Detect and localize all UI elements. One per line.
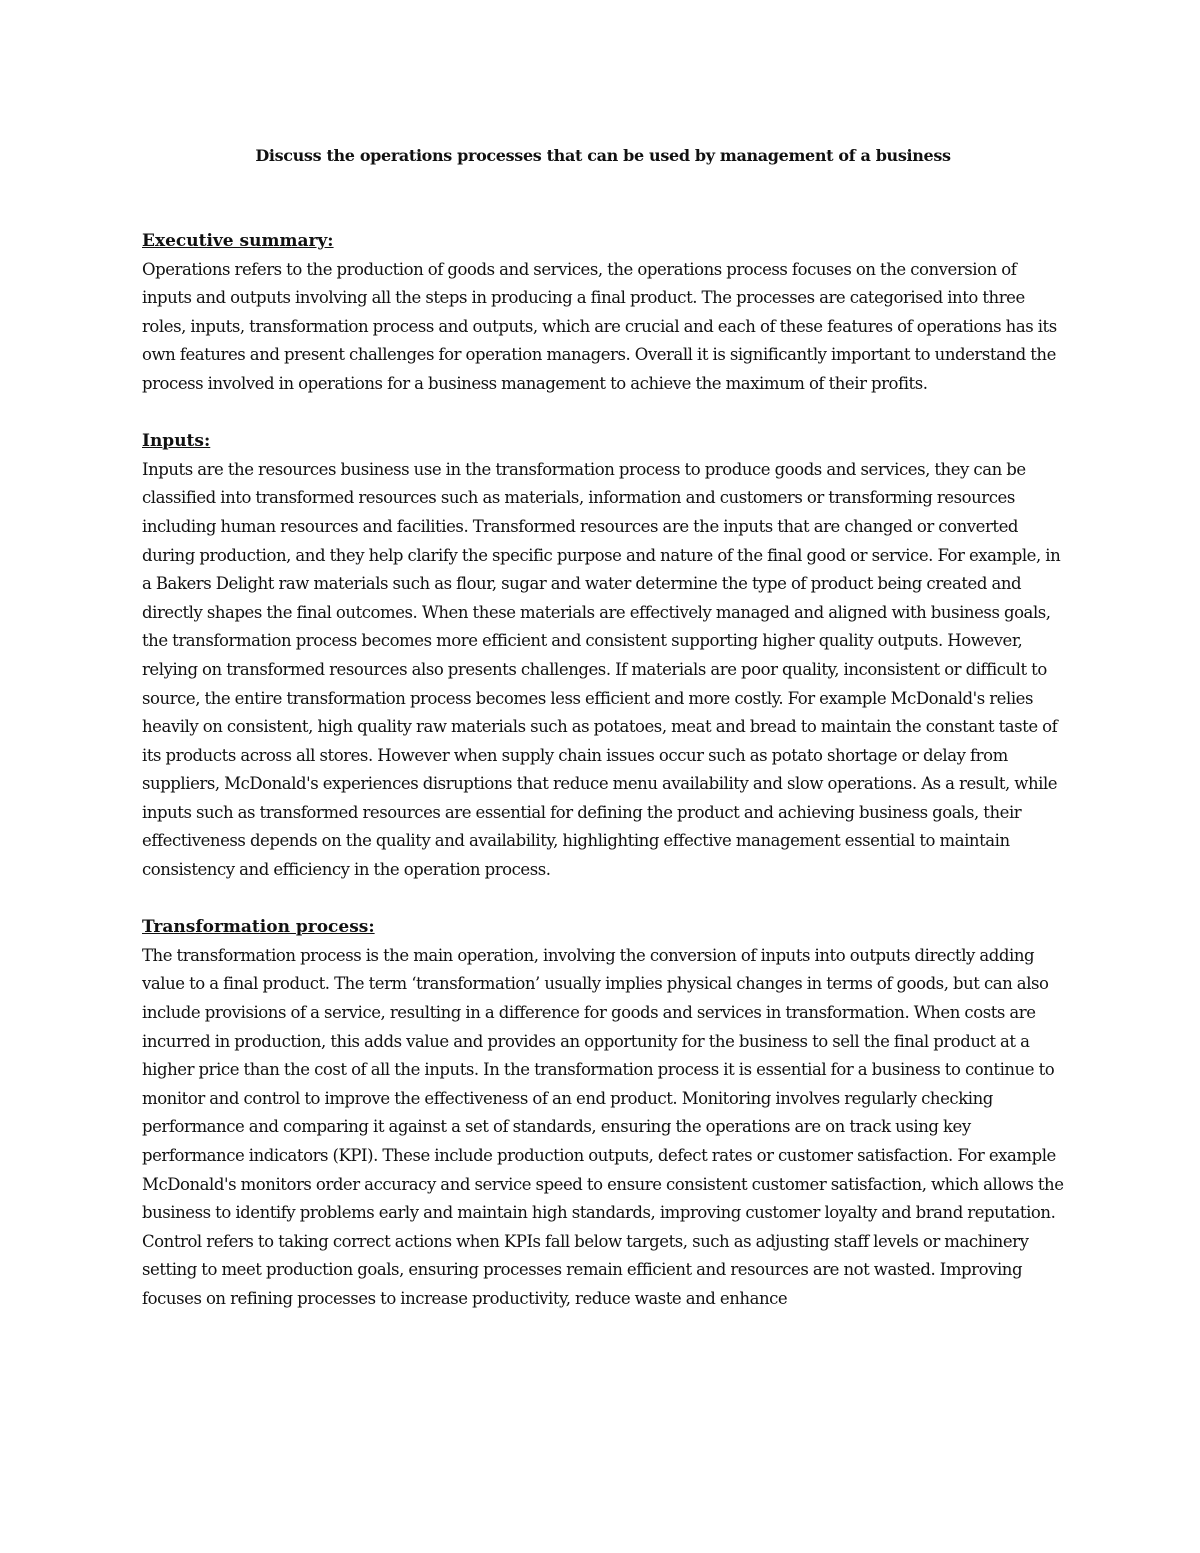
document-content: [142, 142, 1064, 1314]
section-inputs: [142, 427, 1064, 885]
section-paragraph: The transformation process is the main operation, involving the conversion of inputs into outputs directly adding value to a final product. The term ‘transformation’ usually implies physical changes in terms of goods, but can also include provisions of a service, resulting in a difference for goods and services in transformation. When costs are incurred in production, this adds value and provides an opportunity for the business to sell the final product at a higher price than the cost of all the inputs. In the transformation process it is essential for a business to continue to monitor and control to improve the effectiveness of an end product. Monitoring involves regularly checking performance and comparing it against a set of standards, ensuring the operations are on track using key performance indicators (KPI). These include production outputs, defect rates or customer satisfaction. For example McDonald's monitors order accuracy and service speed to ensure consistent customer satisfaction, which allows the business to identify problems early and maintain high standards, improving customer loyalty and brand reputation. Control refers to taking correct actions when KPIs fall below targets, such as adjusting staff levels or machinery setting to meet production goals, ensuring processes remain efficient and resources are not wasted. Improving focuses on refining processes to increase productivity, reduce waste and enhance: [142, 945, 1064, 1308]
section-transformation-process: [142, 913, 1064, 1313]
document-title: Discuss the operations processes that can be used by management of a business: [255, 146, 951, 165]
section-heading: Inputs:: [142, 431, 211, 452]
section-paragraph: Operations refers to the production of goods and services, the operations process focuses on the conversion of inputs and outputs involving all the steps in producing a final product. The processes are categorised into three roles, inputs, transformation process and outputs, which are crucial and each of these features of operations has its own features and present challenges for operation managers. Overall it is significantly important to understand the process involved in operations for a business management to achieve the maximum of their profits.: [142, 259, 1057, 393]
section-paragraph: Inputs are the resources business use in the transformation process to produce goods and services, they can be classified into transformed resources such as materials, information and customers or transforming resources including human resources and facilities. Transformed resources are the inputs that are changed or converted during production, and they help clarify the specific purpose and nature of the final good or service. For example, in a Bakers Delight raw materials such as flour, sugar and water determine the type of product being created and directly shapes the final outcomes. When these materials are effectively managed and aligned with business goals, the transformation process becomes more efficient and consistent supporting higher quality outputs. However, relying on transformed resources also presents challenges. If materials are poor quality, inconsistent or difficult to source, the entire transformation process becomes less efficient and more costly. For example McDonald's relies heavily on consistent, high quality raw materials such as potatoes, meat and bread to maintain the constant taste of its products across all stores. However when supply chain issues occur such as potato shortage or delay from suppliers, McDonald's experiences disruptions that reduce menu availability and slow operations. As a result, while inputs such as transformed resources are essential for defining the product and achieving business goals, their effectiveness depends on the quality and availability, highlighting effective management essential to maintain consistency and efficiency in the operation process.: [142, 459, 1061, 880]
section-executive-summary: [142, 227, 1064, 399]
section-heading: Executive summary:: [142, 231, 334, 251]
section-heading: Transformation process:: [142, 917, 375, 938]
